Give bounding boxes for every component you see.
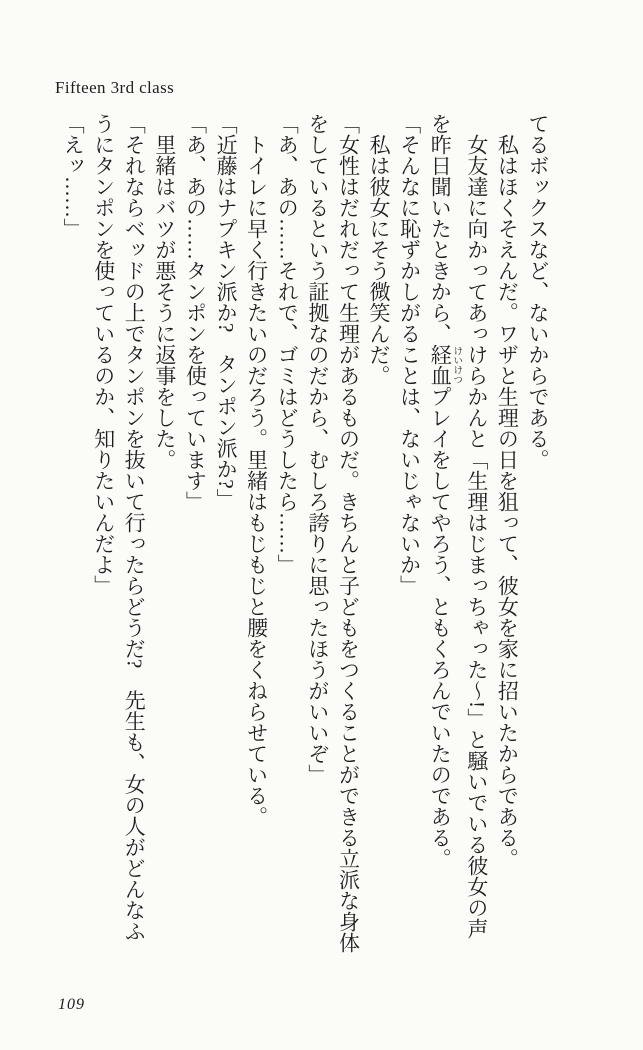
text-column: 里緒はバツが悪そうに返事をした。 — [152, 134, 177, 470]
text-column: 「あ、あの……タンポンを使っています」 — [183, 113, 208, 512]
text-column: 「女性はだれだって生理があるものだ。きちんと子どもをつくることができる立派な身体 — [336, 113, 361, 953]
text-column: 私は彼女にそう微笑んだ。 — [367, 134, 392, 386]
running-header: Fifteen 3rd class — [55, 78, 175, 97]
text-block — [58, 113, 554, 961]
text-column: を昨日聞いたときから、経血 けいけつプレイをしてやろう、ともくろんでいたのである。 — [428, 113, 462, 869]
text-column: 「あ、あの……それで、ゴミはどうしたら……」 — [275, 113, 300, 575]
page-number: 109 — [58, 996, 85, 1013]
text-column: トイレに早く行きたいのだろう。里緒はもじもじと腰をくねらせている。 — [244, 134, 269, 827]
text-column: てるボックスなど、ないからである。 — [526, 113, 550, 470]
text-column: 「そんなに恥ずかしがることは、ないじゃないか」 — [397, 113, 422, 596]
text-column: うにタンポンを使っているのか、知りたいんだよ」 — [91, 113, 116, 596]
furigana: けいけつ — [451, 344, 462, 386]
text-column: 「近藤はナプキン派か? タンポン派か?」 — [214, 113, 239, 510]
text-column: 「それならベッドの上でタンポンを抜いて行ったらどうだ? 先生も、女の人がどんなふ — [122, 113, 147, 942]
text-column: 「えッ……」 — [61, 113, 86, 239]
text-column: 私はほくそえんだ。ワザと生理の日を狙って、彼女を家に招いたからである。 — [495, 134, 520, 869]
text-column: をしているという証拠なのだから、むしろ誇りに思ったほうがいいぞ」 — [305, 113, 330, 785]
ruby-annotated-word: 経血 けいけつ — [428, 344, 462, 386]
text-column: 女友達に向かってあっけらかんと「生理はじまっちゃった〜!」と騒いでいる彼女の声 — [464, 134, 489, 939]
